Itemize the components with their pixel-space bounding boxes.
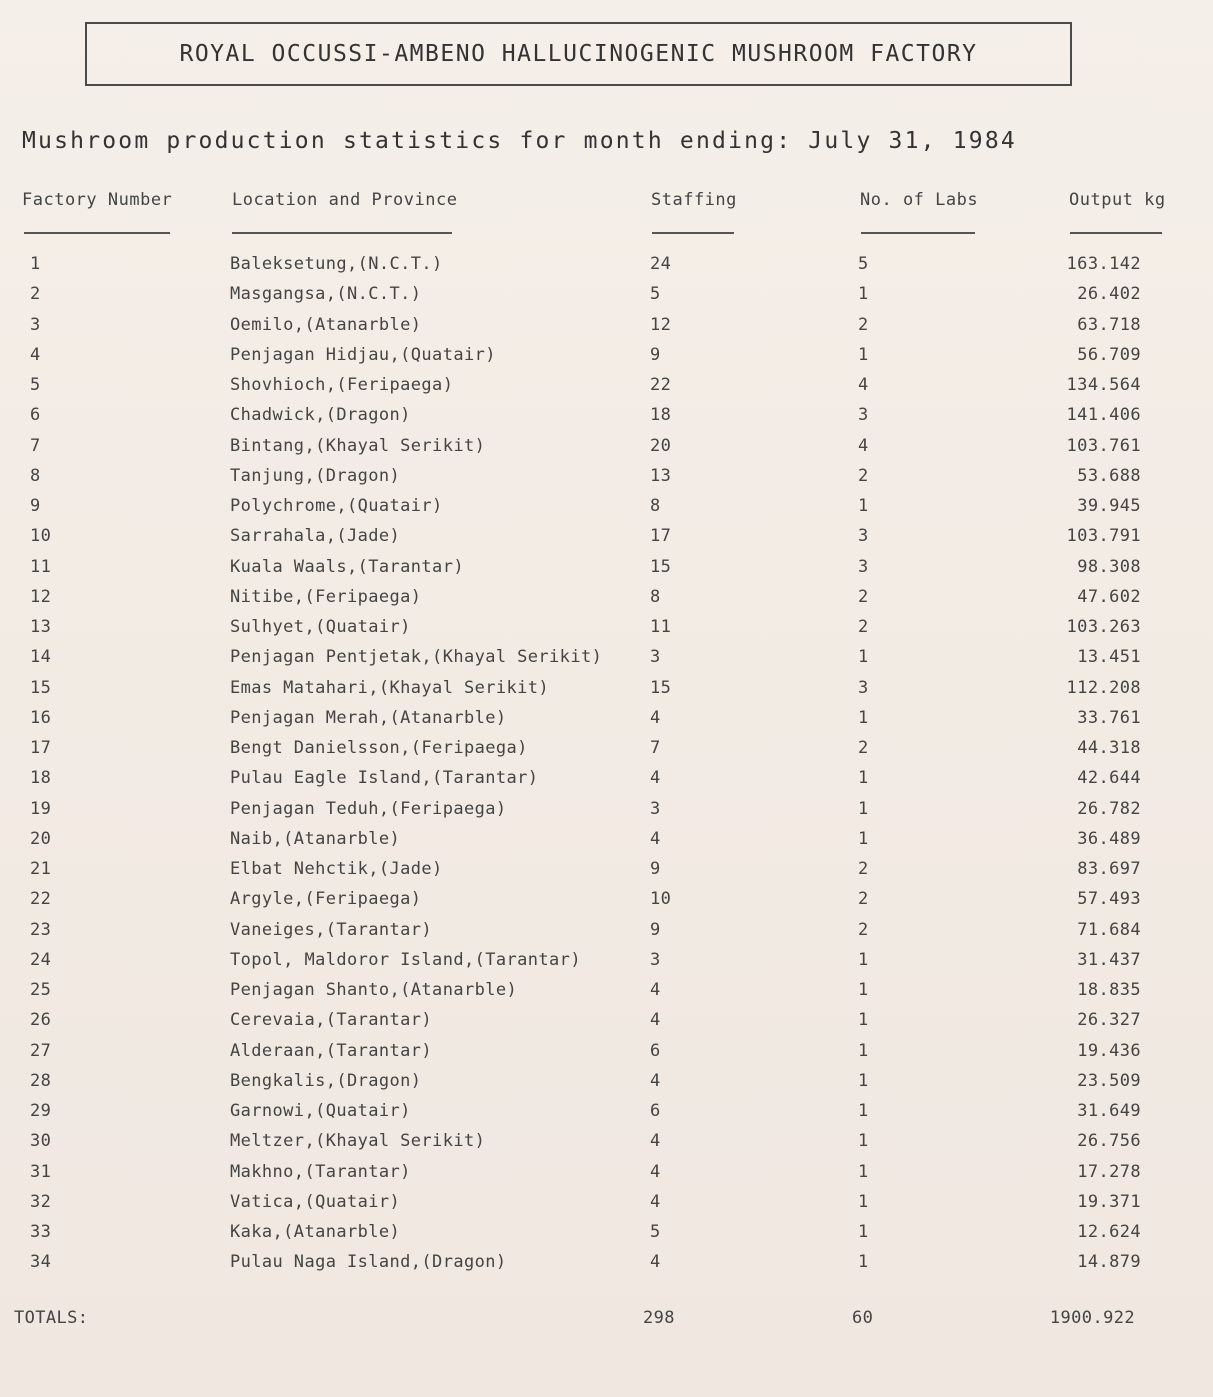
staffing-cell: 4 (650, 1070, 661, 1091)
table-row (0, 920, 1213, 950)
factory-number-cell: 26 (30, 1010, 52, 1031)
table-row (0, 1162, 1213, 1192)
factory-number-cell: 27 (30, 1040, 52, 1061)
table-row (0, 587, 1213, 617)
table-row (0, 980, 1213, 1010)
labs-cell: 1 (858, 1252, 869, 1273)
location-cell: Kuala Waals,(Tarantar) (230, 556, 464, 577)
location-cell: Baleksetung,(N.C.T.) (230, 254, 443, 274)
location-cell: Cerevaia,(Tarantar) (230, 1010, 433, 1031)
output-cell: 63.718 (1077, 314, 1141, 335)
table-row (0, 496, 1213, 526)
labs-cell: 2 (858, 919, 869, 940)
factory-number-cell: 29 (30, 1101, 52, 1121)
staffing-cell: 9 (650, 859, 661, 879)
document-title: ROYAL OCCUSSI-AMBENO HALLUCINOGENIC MUSHROOM FACTORY (179, 41, 978, 67)
staffing-cell: 5 (650, 284, 661, 305)
location-cell: Pulau Naga Island,(Dragon) (230, 1252, 507, 1273)
labs-cell: 2 (858, 314, 869, 335)
location-cell: Tanjung,(Dragon) (230, 465, 401, 486)
staffing-cell: 12 (650, 314, 672, 335)
labs-cell: 2 (858, 586, 869, 607)
labs-cell: 1 (858, 344, 869, 365)
location-cell: Chadwick,(Dragon) (230, 405, 411, 426)
factory-number-cell: 33 (30, 1222, 52, 1242)
table-row (0, 708, 1213, 738)
location-cell: Elbat Nehctik,(Jade) (230, 859, 443, 879)
staffing-cell: 6 (650, 1101, 661, 1121)
output-cell: 44.318 (1077, 738, 1141, 758)
factory-number-cell: 4 (30, 344, 41, 365)
column-underline-factory-number (24, 232, 170, 234)
table-row (0, 526, 1213, 556)
labs-cell: 1 (858, 1010, 869, 1031)
title-box (85, 22, 1072, 86)
location-cell: Oemilo,(Atanarble) (230, 314, 422, 335)
staffing-cell: 3 (650, 798, 661, 819)
staffing-cell: 4 (650, 1161, 661, 1182)
labs-cell: 1 (858, 1070, 869, 1091)
staffing-cell: 6 (650, 1040, 661, 1061)
labs-cell: 1 (858, 1040, 869, 1061)
table-row (0, 254, 1213, 284)
location-cell: Polychrome,(Quatair) (230, 496, 443, 516)
labs-cell: 1 (858, 828, 869, 849)
output-cell: 17.278 (1077, 1161, 1141, 1182)
factory-number-cell: 22 (30, 889, 52, 910)
labs-cell: 4 (858, 435, 869, 456)
table-row (0, 1041, 1213, 1071)
factory-number-cell: 19 (30, 798, 52, 819)
location-cell: Garnowi,(Quatair) (230, 1101, 411, 1121)
output-cell: 103.761 (1066, 435, 1141, 456)
totals-row (0, 1308, 1213, 1338)
labs-cell: 1 (858, 707, 869, 728)
table-row (0, 829, 1213, 859)
output-cell: 47.602 (1077, 586, 1141, 607)
labs-cell: 4 (858, 375, 869, 395)
location-cell: Nitibe,(Feripaega) (230, 586, 422, 607)
staffing-cell: 5 (650, 1222, 661, 1242)
staffing-cell: 9 (650, 919, 661, 940)
output-cell: 57.493 (1077, 889, 1141, 910)
output-cell: 18.835 (1077, 980, 1141, 1000)
table-row (0, 284, 1213, 314)
factory-number-cell: 30 (30, 1131, 52, 1152)
labs-cell: 1 (858, 496, 869, 516)
factory-number-cell: 32 (30, 1191, 52, 1212)
factory-number-cell: 7 (30, 435, 41, 456)
factory-number-cell: 25 (30, 980, 52, 1000)
factory-number-cell: 1 (30, 254, 41, 274)
output-cell: 83.697 (1077, 859, 1141, 879)
location-cell: Penjagan Hidjau,(Quatair) (230, 344, 496, 365)
factory-number-cell: 21 (30, 859, 52, 879)
staffing-cell: 7 (650, 738, 661, 758)
table-row (0, 889, 1213, 919)
location-cell: Kaka,(Atanarble) (230, 1222, 401, 1242)
factory-number-cell: 31 (30, 1161, 52, 1182)
table-row (0, 950, 1213, 980)
location-cell: Penjagan Pentjetak,(Khayal Serikit) (230, 647, 603, 668)
staffing-cell: 4 (650, 707, 661, 728)
output-cell: 112.208 (1066, 677, 1141, 698)
output-cell: 26.402 (1077, 284, 1141, 305)
output-cell: 103.263 (1066, 617, 1141, 637)
location-cell: Penjagan Teduh,(Feripaega) (230, 798, 507, 819)
totals-labs: 60 (852, 1308, 874, 1328)
document-subtitle: Mushroom production statistics for month ending: July 31, 1984 (22, 128, 1017, 154)
column-header-output: Output kg (1069, 190, 1166, 210)
location-cell: Emas Matahari,(Khayal Serikit) (230, 677, 550, 698)
factory-number-cell: 8 (30, 465, 41, 486)
output-cell: 163.142 (1066, 254, 1141, 274)
labs-cell: 3 (858, 556, 869, 577)
labs-cell: 1 (858, 647, 869, 668)
table-row (0, 647, 1213, 677)
table-row (0, 738, 1213, 768)
table-row (0, 557, 1213, 587)
output-cell: 12.624 (1077, 1222, 1141, 1242)
staffing-cell: 4 (650, 768, 661, 789)
staffing-cell: 22 (650, 375, 672, 395)
staffing-cell: 8 (650, 586, 661, 607)
staffing-cell: 4 (650, 980, 661, 1000)
location-cell: Alderaan,(Tarantar) (230, 1040, 433, 1061)
labs-cell: 2 (858, 889, 869, 910)
table-row (0, 345, 1213, 375)
labs-cell: 2 (858, 859, 869, 879)
labs-cell: 1 (858, 1101, 869, 1121)
staffing-cell: 4 (650, 1131, 661, 1152)
location-cell: Bengt Danielsson,(Feripaega) (230, 738, 528, 758)
staffing-cell: 15 (650, 677, 672, 698)
staffing-cell: 8 (650, 496, 661, 516)
factory-number-cell: 2 (30, 284, 41, 305)
column-header-location: Location and Province (232, 190, 458, 210)
output-cell: 31.649 (1077, 1101, 1141, 1121)
location-cell: Meltzer,(Khayal Serikit) (230, 1131, 486, 1152)
output-cell: 13.451 (1077, 647, 1141, 668)
column-underline-staffing (652, 232, 734, 234)
output-cell: 14.879 (1077, 1252, 1141, 1273)
factory-number-cell: 10 (30, 526, 52, 547)
output-cell: 23.509 (1077, 1070, 1141, 1091)
totals-output: 1900.922 (1049, 1308, 1135, 1328)
output-cell: 141.406 (1066, 405, 1141, 426)
staffing-cell: 4 (650, 1252, 661, 1273)
output-cell: 42.644 (1077, 768, 1141, 789)
factory-number-cell: 20 (30, 828, 52, 849)
staffing-cell: 11 (650, 617, 672, 637)
location-cell: Vatica,(Quatair) (230, 1191, 401, 1212)
factory-number-cell: 11 (30, 556, 52, 577)
location-cell: Naib,(Atanarble) (230, 828, 401, 849)
location-cell: Penjagan Merah,(Atanarble) (230, 707, 507, 728)
output-cell: 103.791 (1066, 526, 1141, 547)
staffing-cell: 4 (650, 828, 661, 849)
staffing-cell: 18 (650, 405, 672, 426)
output-cell: 19.436 (1077, 1040, 1141, 1061)
labs-cell: 1 (858, 798, 869, 819)
factory-number-cell: 9 (30, 496, 41, 516)
output-cell: 53.688 (1077, 465, 1141, 486)
output-cell: 26.756 (1077, 1131, 1141, 1152)
output-cell: 71.684 (1077, 919, 1141, 940)
table-row (0, 315, 1213, 345)
table-row (0, 1252, 1213, 1282)
labs-cell: 1 (858, 284, 869, 305)
factory-number-cell: 13 (30, 617, 52, 637)
table-row (0, 375, 1213, 405)
location-cell: Penjagan Shanto,(Atanarble) (230, 980, 518, 1000)
factory-number-cell: 28 (30, 1070, 52, 1091)
output-cell: 134.564 (1066, 375, 1141, 395)
output-cell: 19.371 (1077, 1191, 1141, 1212)
location-cell: Vaneiges,(Tarantar) (230, 919, 433, 940)
factory-number-cell: 24 (30, 949, 52, 970)
output-cell: 56.709 (1077, 344, 1141, 365)
factory-number-cell: 23 (30, 919, 52, 940)
totals-label: TOTALS: (14, 1308, 89, 1328)
labs-cell: 1 (858, 1222, 869, 1242)
staffing-cell: 9 (650, 344, 661, 365)
staffing-cell: 24 (650, 254, 672, 274)
column-underline-location (232, 232, 452, 234)
factory-number-cell: 18 (30, 768, 52, 789)
column-header-labs: No. of Labs (860, 190, 979, 210)
labs-cell: 1 (858, 980, 869, 1000)
labs-cell: 3 (858, 526, 869, 547)
output-cell: 39.945 (1077, 496, 1141, 516)
location-cell: Bengkalis,(Dragon) (230, 1070, 422, 1091)
labs-cell: 3 (858, 405, 869, 426)
table-row (0, 678, 1213, 708)
location-cell: Masgangsa,(N.C.T.) (230, 284, 422, 305)
table-row (0, 768, 1213, 798)
labs-cell: 1 (858, 1191, 869, 1212)
factory-number-cell: 15 (30, 677, 52, 698)
factory-number-cell: 16 (30, 707, 52, 728)
table-row (0, 617, 1213, 647)
location-cell: Bintang,(Khayal Serikit) (230, 435, 486, 456)
column-underline-output (1070, 232, 1162, 234)
labs-cell: 2 (858, 617, 869, 637)
output-cell: 31.437 (1077, 949, 1141, 970)
factory-number-cell: 12 (30, 586, 52, 607)
labs-cell: 5 (858, 254, 869, 274)
table-row (0, 1071, 1213, 1101)
location-cell: Sarrahala,(Jade) (230, 526, 401, 547)
output-cell: 26.782 (1077, 798, 1141, 819)
staffing-cell: 3 (650, 647, 661, 668)
table-row (0, 1222, 1213, 1252)
labs-cell: 1 (858, 1161, 869, 1182)
staffing-cell: 4 (650, 1010, 661, 1031)
factory-number-cell: 34 (30, 1252, 52, 1273)
table-row (0, 1192, 1213, 1222)
location-cell: Makhno,(Tarantar) (230, 1161, 411, 1182)
staffing-cell: 13 (650, 465, 672, 486)
labs-cell: 1 (858, 949, 869, 970)
staffing-cell: 3 (650, 949, 661, 970)
location-cell: Sulhyet,(Quatair) (230, 617, 411, 637)
output-cell: 33.761 (1077, 707, 1141, 728)
output-cell: 26.327 (1077, 1010, 1141, 1031)
output-cell: 98.308 (1077, 556, 1141, 577)
table-row (0, 1010, 1213, 1040)
staffing-cell: 20 (650, 435, 672, 456)
staffing-cell: 15 (650, 556, 672, 577)
location-cell: Topol, Maldoror Island,(Tarantar) (230, 949, 581, 970)
factory-number-cell: 5 (30, 375, 41, 395)
factory-number-cell: 3 (30, 314, 41, 335)
table-row (0, 859, 1213, 889)
factory-number-cell: 14 (30, 647, 52, 668)
factory-number-cell: 17 (30, 738, 52, 758)
staffing-cell: 10 (650, 889, 672, 910)
output-cell: 36.489 (1077, 828, 1141, 849)
factory-number-cell: 6 (30, 405, 41, 426)
staffing-cell: 4 (650, 1191, 661, 1212)
column-underline-labs (861, 232, 975, 234)
table-row (0, 1101, 1213, 1131)
table-row (0, 405, 1213, 435)
table-row (0, 799, 1213, 829)
table-row (0, 1131, 1213, 1161)
column-header-factory-number: Factory Number (22, 190, 173, 210)
staffing-cell: 17 (650, 526, 672, 547)
table-row (0, 436, 1213, 466)
labs-cell: 2 (858, 738, 869, 758)
labs-cell: 3 (858, 677, 869, 698)
labs-cell: 1 (858, 1131, 869, 1152)
totals-staffing: 298 (643, 1308, 675, 1328)
location-cell: Pulau Eagle Island,(Tarantar) (230, 768, 539, 789)
labs-cell: 1 (858, 768, 869, 789)
table-row (0, 466, 1213, 496)
labs-cell: 2 (858, 465, 869, 486)
location-cell: Argyle,(Feripaega) (230, 889, 422, 910)
location-cell: Shovhioch,(Feripaega) (230, 375, 454, 395)
column-header-staffing: Staffing (651, 190, 737, 210)
